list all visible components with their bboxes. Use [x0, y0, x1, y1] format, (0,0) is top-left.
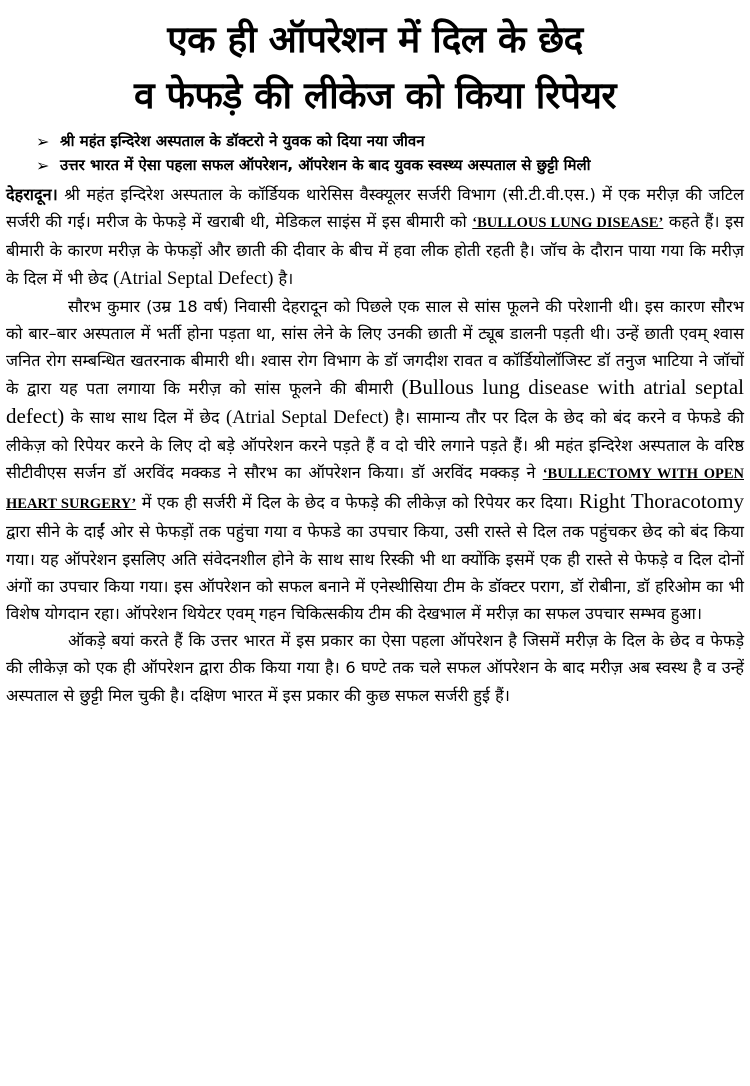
- approach-term: Right Thoracotomy: [578, 489, 745, 514]
- paragraph-text: में एक ही सर्जरी में दिल के छेद व फेफड़े की लीकेज़ को रिपेयर कर दिया।: [136, 493, 579, 513]
- bullet-text: श्री महंत इन्दिरेश अस्पताल के डॉक्टरो ने युवक को दिया नया जीवन: [60, 132, 425, 150]
- headline: [6, 0, 744, 124]
- condition-term: (Atrial Septal Defect): [113, 268, 274, 289]
- arrow-bullet-icon: ➢: [36, 132, 50, 151]
- article-paragraph-3: [6, 627, 744, 709]
- paragraph-text: है।: [273, 268, 294, 288]
- paragraph-text: श्री महंत इन्दिरेश अस्पताल के कॉर्डियक थारेसिस वैस्क्यूलर सर्जरी विभाग (सी.टी.वी.एस.) में एक मरीज़ की जटिल सर्जरी की गई। मरीज के फेफड़े में खराबी थी, मेडिकल साइंस में इस बीमारी को: [6, 185, 744, 232]
- diagnosis-term: (Bullous lung disease with atrial septal defect): [6, 375, 744, 428]
- article-body: [6, 181, 744, 709]
- paragraph-text: ऑकड़े बयां करते हैं कि उत्तर भारत में इस प्रकार का ऐसा पहला ऑपरेशन है जिसमें मरीज़ के दिल के छेद व फेफड़े की लीकेज़ को एक ही ऑपरेशन द्वारा ठीक किया गया है। 6 घण्टे तक चले सफल ऑपरेशन के बाद मरीज़ अब स्वस्थ है व उन्हें अस्पताल से छुट्टी मिल चुकी है। दक्षिण भारत में इस प्रकार की कुछ सफल सर्जरी हुई हैं।: [6, 631, 744, 705]
- paragraph-text: द्वारा सीने के दाईं ओर से फेफड़ों तक पहुंचा गया व फेफडे का उपचार किया, उसी रास्ते से दिल तक पहुंचकर छेद को बंद किया गया। यह ऑपरेशन इसलिए अति संवेदनशील होने के साथ साथ रिस्की भी था क्योंकि इसमें एक ही रास्ते से फेफड़े व दिल दोनों अंगों का उपचार किया गया। इस ऑपरेशन को सफल बनाने में एनेस्थीसिया टीम के डॉक्टर पराग, डॉ रोबीना, डॉ हरिओम का भी विशेष योगदान रहा। ऑपरेशन थियेटर एवम् गहन चिकित्सकीय टीम की देखभाल में मरीज़ का सफल उपचार सम्भव हुआ।: [6, 522, 744, 624]
- paragraph-text: है। सामान्य तौर पर दिल के छेद को बंद करने व फेफडे की लीकेज़ को रिपेयर करने के लिए दो बड़े ऑपरेशन करने पड़ते हैं व दो चीरे लगाने पड़ते हैं। श्री महंत इन्दिरेश अस्पताल के वरिष्ठ सीटीवीएस सर्जन डॉ अरविंद मक्कड ने सौरभ का ऑपरेशन किया। डॉ अरविंद मक्कड़ ने: [6, 407, 744, 483]
- condition-term: (Atrial Septal Defect): [226, 407, 389, 428]
- bullet-item: [36, 130, 744, 153]
- bullet-text: उत्तर भारत में ऐसा पहला सफल ऑपरेशन, ऑपरेशन के बाद युवक स्वस्थ्य अस्पताल से छुट्टी मिली: [60, 156, 591, 174]
- disease-name: ‘BULLOUS LUNG DISEASE’: [472, 215, 664, 232]
- procedure-name: ‘BULLECTOMY WITH OPEN HEART SURGERY’: [6, 466, 744, 513]
- article-paragraph-2: [6, 293, 744, 627]
- arrow-bullet-icon: ➢: [36, 156, 50, 175]
- paragraph-text: सौरभ कुमार (उम्र 18 वर्ष) निवासी देहरादून को पिछले एक साल से सांस फूलने की परेशानी थी। इस कारण सौरभ को बार–बार अस्पताल में भर्ती होना पड़ता था, सांस लेने के लिए उनकी छाती में ट्यूब डालनी पड़ती थी। उन्हें छाती एवम् श्वास जनित रोग सम्बन्धित खतरनाक बीमारी थी। श्वास रोग विभाग के डॉ जगदीश रावत व कॉर्डियोलॉजिस्ट डॉ तनुज भाटिया ने जॉचों के द्वारा यह पता लगाया कि मरीज़ को सांस फूलने की बीमारी: [6, 296, 744, 399]
- dateline: देहरादून।: [6, 185, 58, 204]
- article-paragraph-1: [6, 181, 744, 293]
- headline-line-1: एक ही ऑपरेशन में दिल के छेद: [167, 18, 583, 61]
- highlight-bullets: [6, 130, 744, 177]
- bullet-item: [36, 154, 744, 177]
- paragraph-text: के साथ साथ दिल में छेद: [64, 407, 227, 427]
- headline-line-2: व फेफड़े की लीकेज को किया रिपेयर: [133, 74, 617, 117]
- paragraph-text: कहते हैं। इस बीमारी के कारण मरीज़ के फेफड़ों और छाती की दीवार के बीच में हवा लीक होती रहती है। जॉच के दौरान पाया गया कि मरीज़ के दिल में भी छेद: [6, 212, 744, 288]
